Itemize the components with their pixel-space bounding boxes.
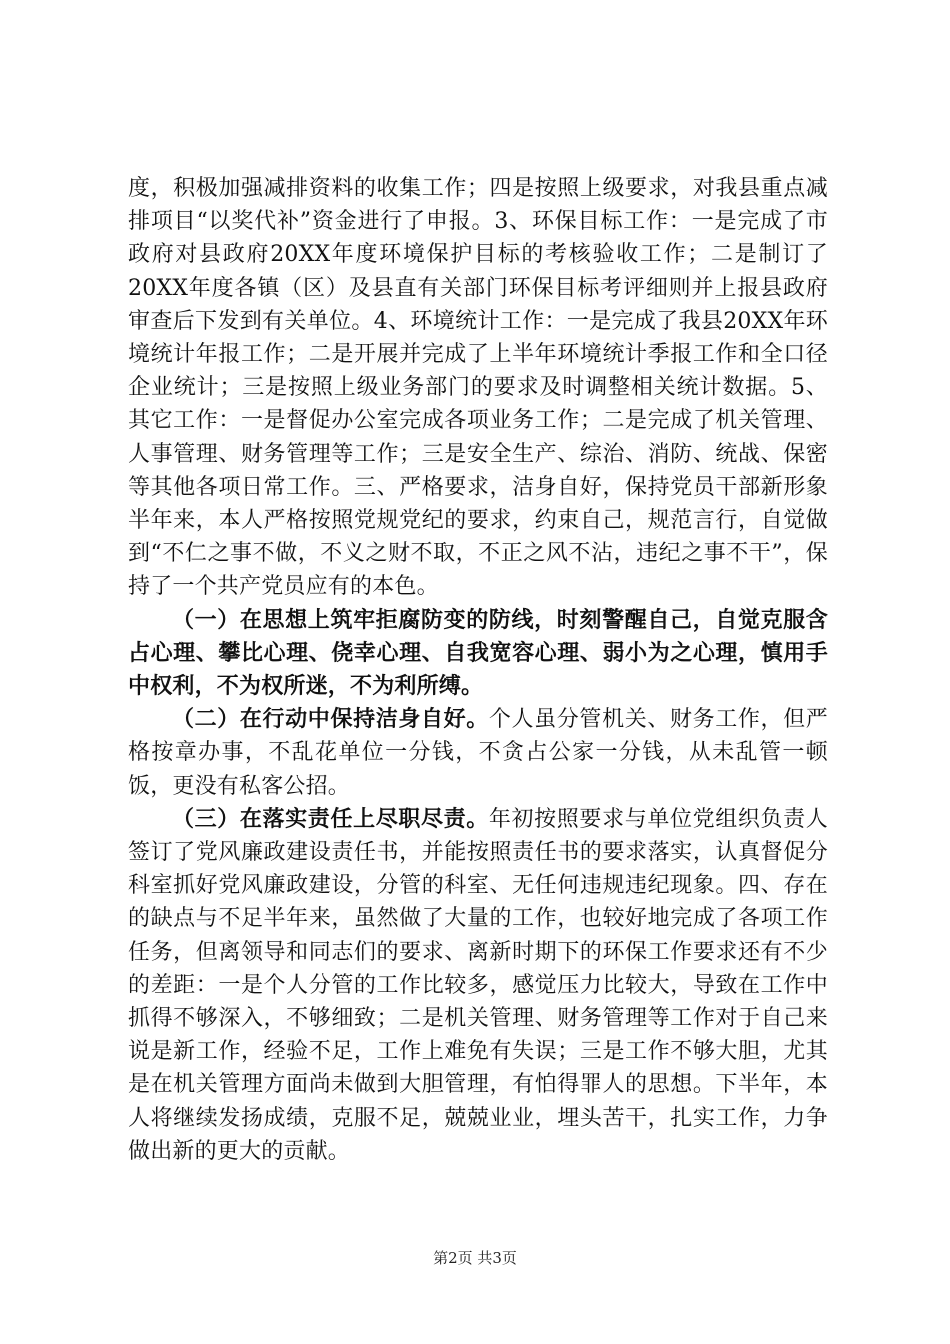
paragraph-1-text: 度，积极加强减排资料的收集工作；四是按照上级要求，对我县重点减排项目“以奖代补”资金进行了申报。3、环保目标工作：一是完成了市政府对县政府20XX年度环境保护目标的考核验收工作；二是制订了20XX年度各镇（区）及县直有关部门环保目标考评细则并上报县政府审查后下发到有关单位。4、环境统计工作：一是完成了我县20XX年环境统计年报工作；二是开展并完成了上半年环境统计季报工作和全口径企业统计；三是按照上级业务部门的要求及时调整相关统计数据。5、其它工作：一是督促办公室完成各项业务工作；二是完成了机关管理、人事管理、财务管理等工作；三是安全生产、综治、消防、统战、保密等其他各项日常工作。三、严格要求，洁身自好，保持党员干部新形象半年来，本人严格按照党规党纪的要求，约束自己，规范言行，自觉做到“不仁之事不做，不义之财不取，不正之风不沾，违纪之事不干”，保持了一个共产党员应有的本色。 bbox=[128, 176, 828, 600]
paragraph-1 bbox=[128, 172, 828, 604]
paragraph-3-heading: （二）在行动中保持洁身自好。 bbox=[172, 707, 489, 733]
paragraph-4-heading: （三）在落实责任上尽职尽责。 bbox=[172, 806, 489, 832]
paragraph-2 bbox=[128, 604, 828, 704]
paragraph-2-heading: （一）在思想上筑牢拒腐防变的防线，时刻警醒自己，自觉克服含占心理、攀比心理、侥幸心理、自我宽容心理、弱小为之心理，慎用手中权利，不为权所迷，不为利所缚。 bbox=[128, 607, 828, 700]
document-body bbox=[128, 172, 828, 1168]
paragraph-4-text: 年初按照要求与单位党组织负责人签订了党风廉政建设责任书，并能按照责任书的要求落实，认真督促分科室抓好党风廉政建设，分管的科室、无任何违规违纪现象。四、存在的缺点与不足半年来，虽然做了大量的工作，也较好地完成了各项工作任务，但离领导和同志们的要求、离新时期下的环保工作要求还有不少的差距：一是个人分管的工作比较多，感觉压力比较大，导致在工作中抓得不够深入，不够细致；二是机关管理、财务管理等工作对于自己来说是新工作，经验不足，工作上难免有失误；三是工作不够大胆，尤其是在机关管理方面尚未做到大胆管理，有怕得罪人的思想。下半年，本人将继续发扬成绩，克服不足，兢兢业业，埋头苦干，扎实工作，力争做出新的更大的贡献。 bbox=[128, 806, 828, 1164]
page-footer bbox=[0, 1247, 950, 1268]
paragraph-3 bbox=[128, 703, 828, 803]
page-number: 第2页 共3页 bbox=[433, 1249, 517, 1267]
paragraph-3-text: 个人虽分管机关、财务工作，但严格按章办事，不乱花单位一分钱，不贪占公家一分钱，从未乱管一顿饭，更没有私客公招。 bbox=[128, 707, 828, 799]
paragraph-4 bbox=[128, 803, 828, 1168]
